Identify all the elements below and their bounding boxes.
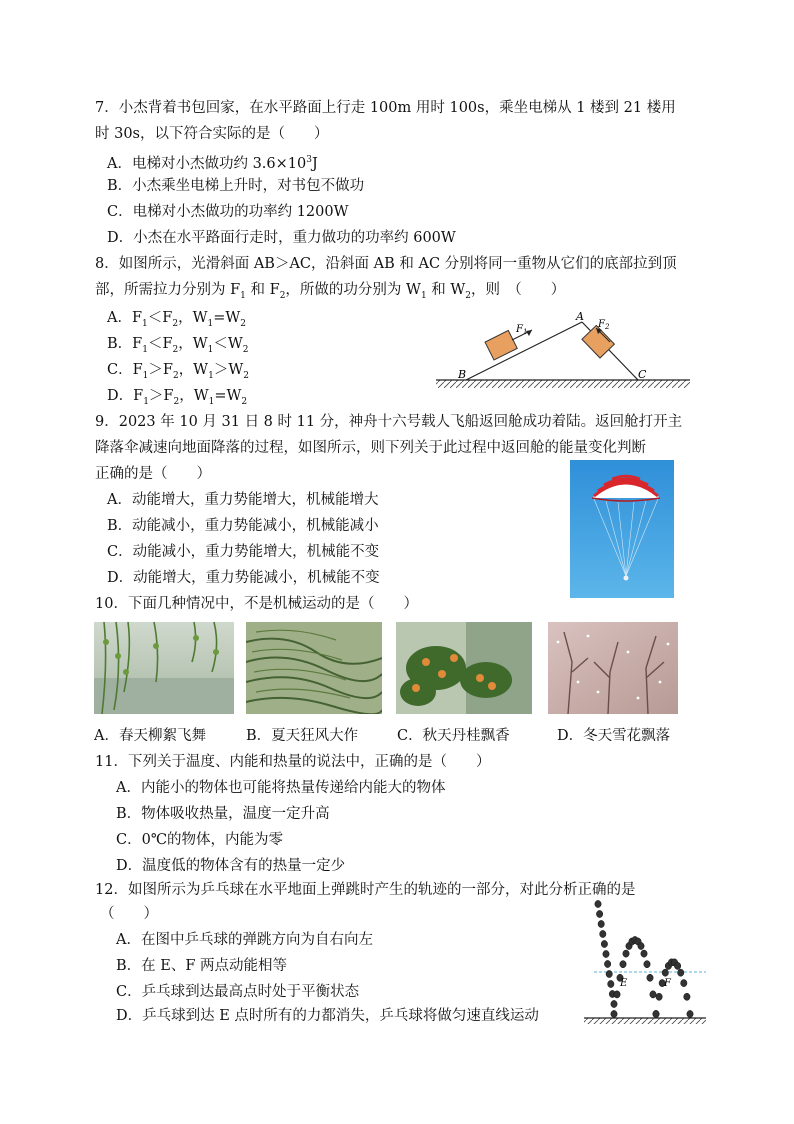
willow-catkins-photo <box>94 622 234 714</box>
q11-option-b: B．物体吸收热量，温度一定升高 <box>116 806 330 822</box>
q8-option-b: B．$F_1<F_2$，$W_1<W_2$ <box>107 336 249 355</box>
q9-option-d: D．动能增大，重力势能减小，机械能不变 <box>107 570 380 586</box>
ball-position <box>662 969 668 976</box>
label-f2: $F_2$ <box>598 319 610 331</box>
label-a: A <box>576 310 584 323</box>
ground-hatching <box>436 380 690 388</box>
ball-position <box>674 962 680 969</box>
ball-position <box>647 974 653 981</box>
floor-hatching <box>584 1018 706 1024</box>
ball-position <box>611 1010 617 1017</box>
ball-position <box>678 969 684 976</box>
ping-pong-trajectory-diagram <box>580 888 708 1028</box>
ball-position <box>623 950 629 957</box>
ball-position <box>600 930 606 937</box>
q10-option-c: C．秋天丹桂飘香 <box>397 728 510 744</box>
q11-option-c: C．0℃的物体，内能为零 <box>116 832 284 848</box>
ball-position <box>608 980 614 987</box>
label-b: B <box>458 368 467 381</box>
q12-stem-line1: 12．如图所示为乒乓球在水平地面上弹跳时产生的轨迹的一部分，对此分析正确的是 <box>95 882 636 898</box>
osmanthus-photo <box>396 622 532 714</box>
ball-position <box>681 980 687 987</box>
ball-position <box>595 900 601 907</box>
label-c: C <box>638 368 647 381</box>
q10-option-d: D．冬天雪花飘落 <box>557 728 671 744</box>
incline-diagram <box>432 310 694 394</box>
q11-option-d: D．温度低的物体含有的热量一定少 <box>116 858 346 874</box>
strong-wind-trees-photo <box>246 622 382 714</box>
ball-position <box>638 942 644 949</box>
q11-option-a: A．内能小的物体也可能将热量传递给内能大的物体 <box>116 780 446 796</box>
q8-option-d: D．$F_1>F_2$，$W_1=W_2$ <box>107 388 248 407</box>
ball-position <box>596 910 602 917</box>
q11-stem: 11．下列关于温度、内能和热量的说法中，正确的是（ ） <box>95 754 491 770</box>
q8-stem-line2: 部，所需拉力分别为 $F_1$ 和 $F_2$，所做的功分别为 $W_1$ 和 $W_2$，则 （ ） <box>95 282 566 301</box>
q7-option-c: C．电梯对小杰做功的功率约 1200W <box>107 204 349 220</box>
block-on-ab <box>485 330 517 360</box>
ball-position <box>606 970 612 977</box>
label-point-f: F <box>664 978 671 989</box>
q12-option-b: B．在 E、F 两点动能相等 <box>116 958 288 974</box>
ball-position <box>603 950 609 957</box>
snowfall-photo <box>548 622 678 714</box>
ball-trajectory <box>595 900 693 1017</box>
q12-option-a: A．在图中乒乓球的弹跳方向为自右向左 <box>116 932 373 948</box>
q9-option-b: B．动能减小，重力势能减小，机械能减小 <box>107 518 379 534</box>
q8-option-a: A．$F_1<F_2$，$W_1=W_2$ <box>107 310 247 329</box>
ball-position <box>650 991 656 998</box>
ball-position <box>684 993 690 1000</box>
q7-stem-line1: 7．小杰背着书包回家，在水平路面上行走 100m 用时 100s，乘坐电梯从 1 楼到 21 楼用 <box>95 100 676 116</box>
q10-option-a: A．春天柳絮飞舞 <box>94 728 206 744</box>
q9-stem-line1: 9．2023 年 10 月 31 日 8 时 11 分，神舟十六号载人飞船返回舱成功着陆。返回舱打开主 <box>95 414 683 430</box>
q12-option-c: C．乒乓球到达最高点时处于平衡状态 <box>116 984 360 1000</box>
ball-position <box>604 960 610 967</box>
q12-stem-line2: （ ） <box>100 906 158 922</box>
q9-stem-line3: 正确的是（ ） <box>95 466 211 482</box>
ball-position <box>620 961 626 968</box>
q7-stem-line2: 时 30s，以下符合实际的是（ ） <box>95 126 329 142</box>
label-f1: $F_1$ <box>516 324 528 336</box>
label-point-e: E <box>620 978 628 989</box>
q7-option-a: A．电梯对小杰做功约 $3.6\times 10^3J$ <box>107 155 318 172</box>
q10-stem: 10．下面几种情况中，不是机械运动的是（ ） <box>95 596 418 612</box>
ball-position <box>601 940 607 947</box>
q9-stem-line2: 降落伞减速向地面降落的过程，如图所示，则下列关于此过程中返回舱的能量变化判断 <box>95 440 646 456</box>
q10-option-b: B．夏天狂风大作 <box>246 728 359 744</box>
ball-position <box>641 950 647 957</box>
ball-position <box>644 961 650 968</box>
q8-stem-line1: 8．如图所示，光滑斜面 AB＞AC，沿斜面 AB 和 AC 分别将同一重物从它们的底部拉到顶 <box>95 256 677 272</box>
ball-position <box>598 920 604 927</box>
ball-position <box>653 1010 659 1017</box>
q12-option-d: D．乒乓球到达 E 点时所有的力都消失，乒乓球将做匀速直线运动 <box>116 1008 539 1024</box>
ball-position <box>687 1010 693 1017</box>
ball-position <box>614 991 620 998</box>
q9-option-a: A．动能增大，重力势能增大，机械能增大 <box>107 492 379 508</box>
parachute-photo <box>570 460 674 598</box>
q7-option-d: D．小杰在水平路面行走时，重力做功的功率约 600W <box>107 230 456 246</box>
q8-option-c: C．$F_1>F_2$，$W_1>W_2$ <box>107 362 249 381</box>
q7-option-b: B．小杰乘坐电梯上升时，对书包不做功 <box>107 178 365 194</box>
ball-position <box>656 993 662 1000</box>
ball-position <box>611 1000 617 1007</box>
q9-option-c: C．动能减小，重力势能增大，机械能不变 <box>107 544 380 560</box>
